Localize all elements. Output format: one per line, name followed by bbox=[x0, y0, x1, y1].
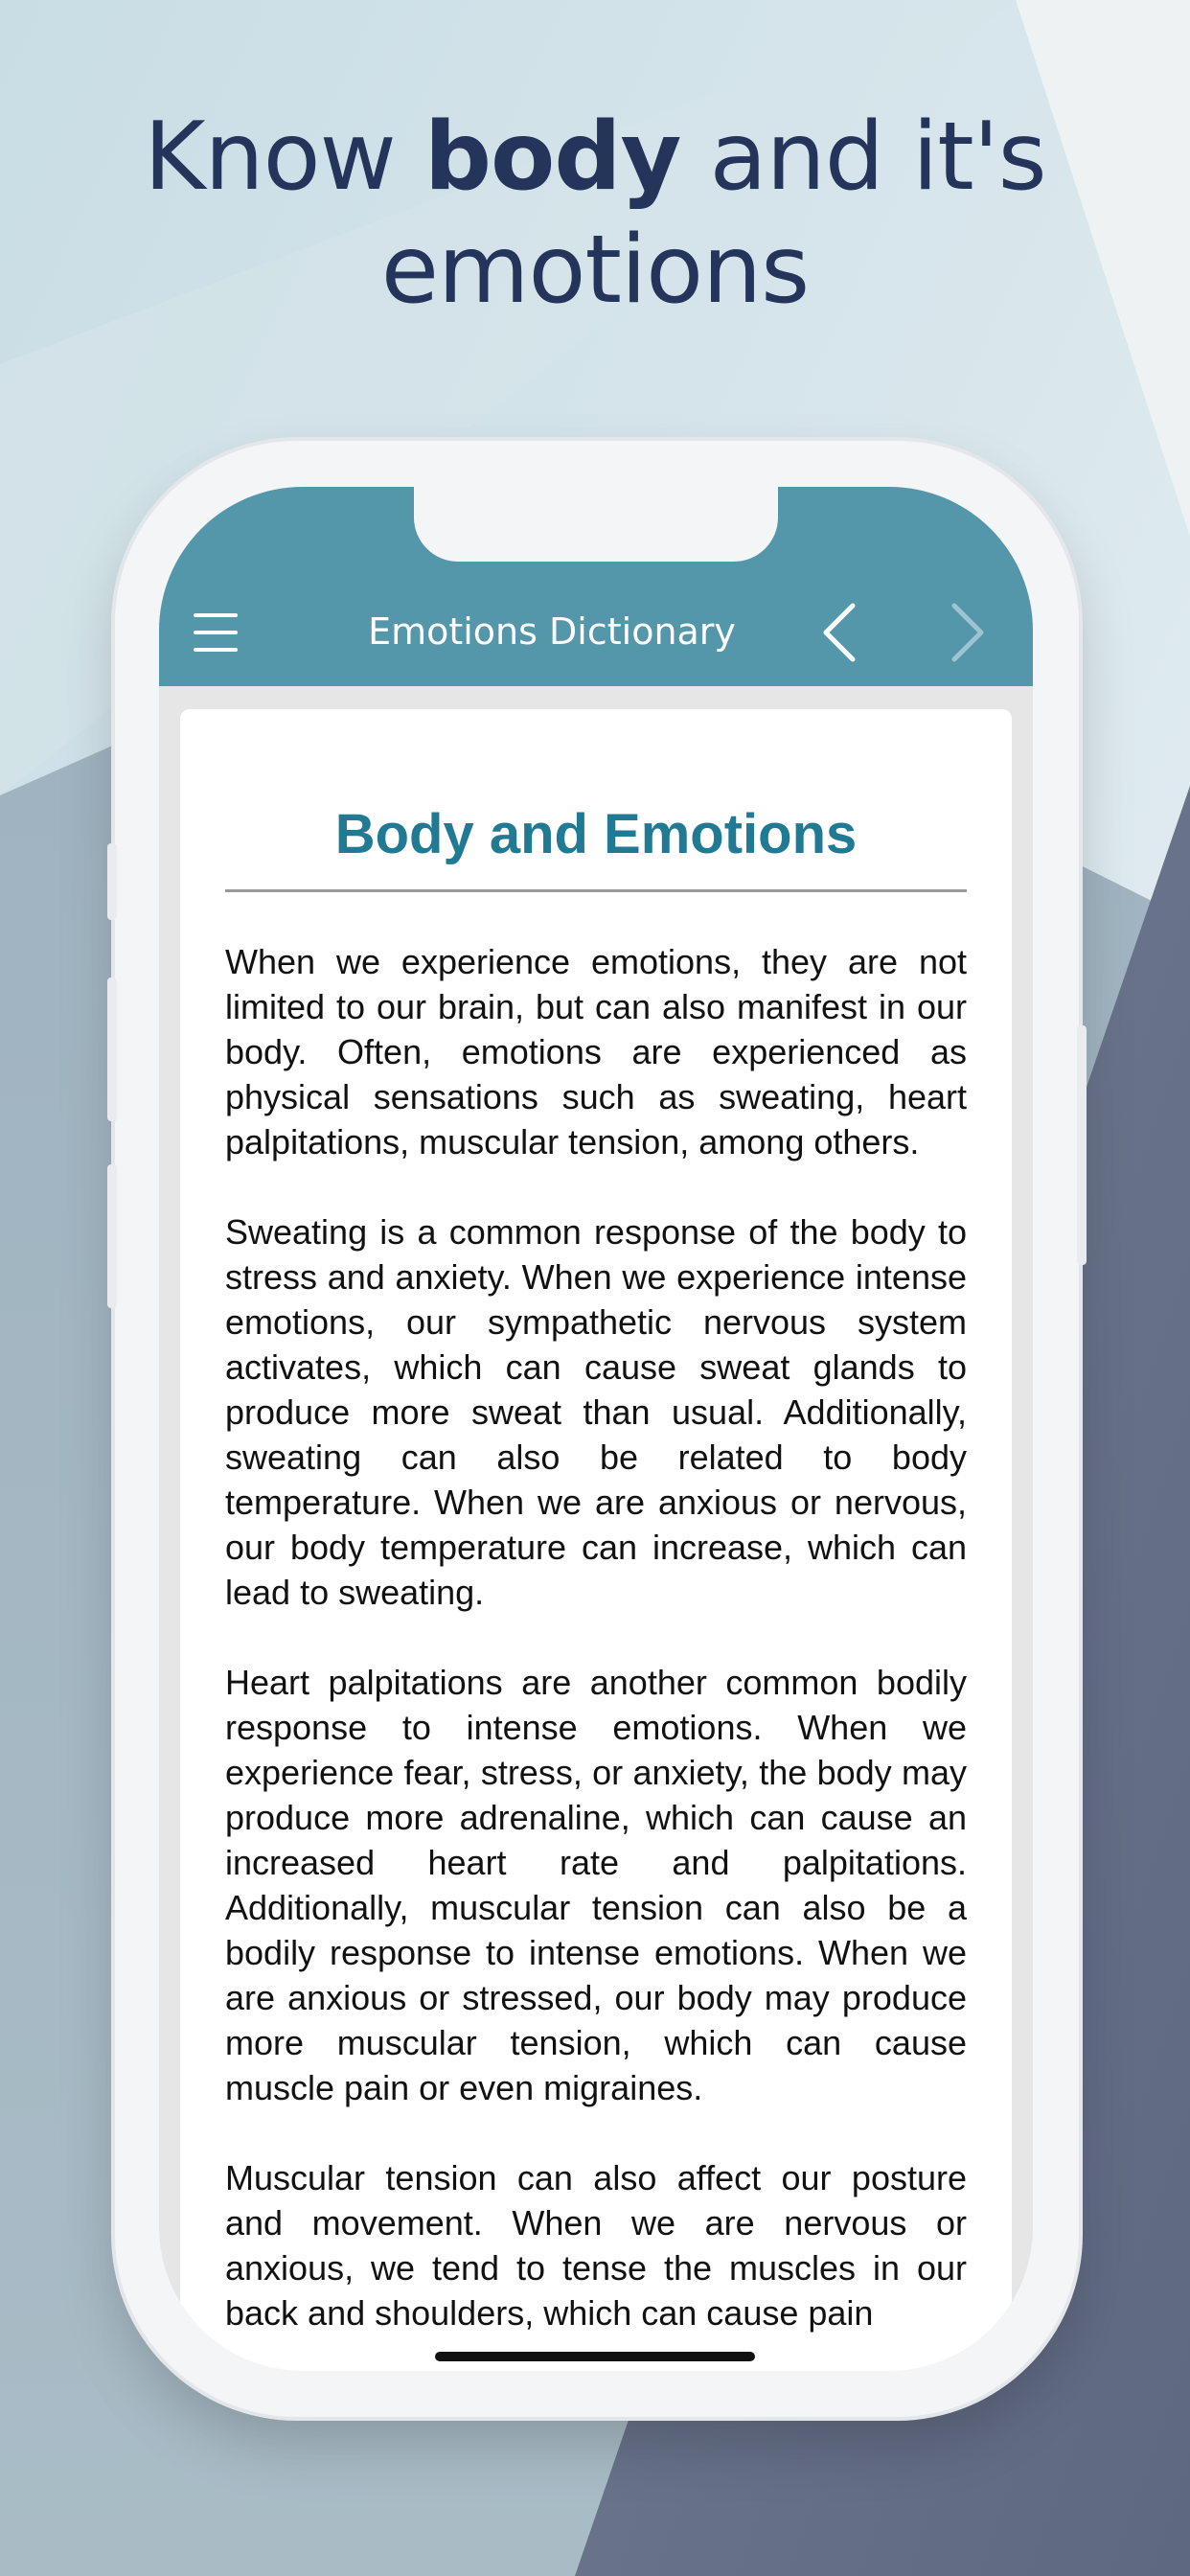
phone-volume-down bbox=[107, 1164, 117, 1308]
title-divider bbox=[225, 889, 967, 892]
menu-button[interactable] bbox=[194, 613, 238, 652]
article-paragraph: When we experience emotions, they are not limited to our brain, but can also manifest in our body. Often, emotions are experienced as physical sensations such as sweating, heart palpitations, muscular tension, among others. bbox=[225, 942, 967, 1162]
menu-icon-line bbox=[194, 631, 238, 634]
phone-power-button bbox=[1077, 1025, 1087, 1265]
phone-volume-up bbox=[107, 978, 117, 1121]
previous-button[interactable] bbox=[811, 602, 868, 663]
article-paragraph: Sweating is a common response of the body to stress and anxiety. When we experience intense emotions, our sympathetic nervous system activates, which can cause sweat glands to produce more sweat than usual. Additionally, sweating can also be related to body temperature. When we are anxious or nervous, our body temperature can increase, which can lead to sweating. bbox=[225, 1212, 967, 1612]
headline-bold-word: body bbox=[423, 103, 681, 212]
headline-line-2: emotions bbox=[380, 216, 810, 325]
article-paragraph: Heart palpitations are another common bodily response to intense emotions. When we experience fear, stress, or anxiety, the body may produce more adrenaline, which can cause an increased heart rate and palpitations. Additionally, muscular tension can also be a bodily response to intense emotions. When we are anxious or stressed, our body may produce more muscular tension, which can cause muscle pain or even migraines. bbox=[225, 1663, 967, 2107]
headline-part-1: Know bbox=[144, 103, 424, 212]
phone-notch bbox=[414, 487, 778, 562]
next-button[interactable] bbox=[939, 602, 996, 663]
app-title: Emotions Dictionary bbox=[368, 610, 736, 653]
article-title: Body and Emotions bbox=[334, 803, 858, 865]
menu-icon-line bbox=[194, 648, 238, 652]
menu-icon-line bbox=[194, 613, 238, 617]
headline-part-2: and it's bbox=[680, 103, 1046, 212]
chevron-right-icon bbox=[939, 602, 996, 663]
article-card bbox=[180, 709, 1012, 2371]
phone-mute-switch bbox=[107, 843, 117, 920]
home-indicator[interactable] bbox=[435, 2352, 755, 2361]
article-body bbox=[225, 939, 967, 2371]
phone-screen bbox=[159, 487, 1033, 2371]
promo-headline bbox=[0, 101, 1190, 327]
chevron-left-icon bbox=[811, 602, 868, 663]
article-paragraph: Muscular tension can also affect our posture and movement. When we are nervous or anxious, we tend to tense the muscles in our back and shoulders, which can cause pain bbox=[225, 2158, 967, 2333]
